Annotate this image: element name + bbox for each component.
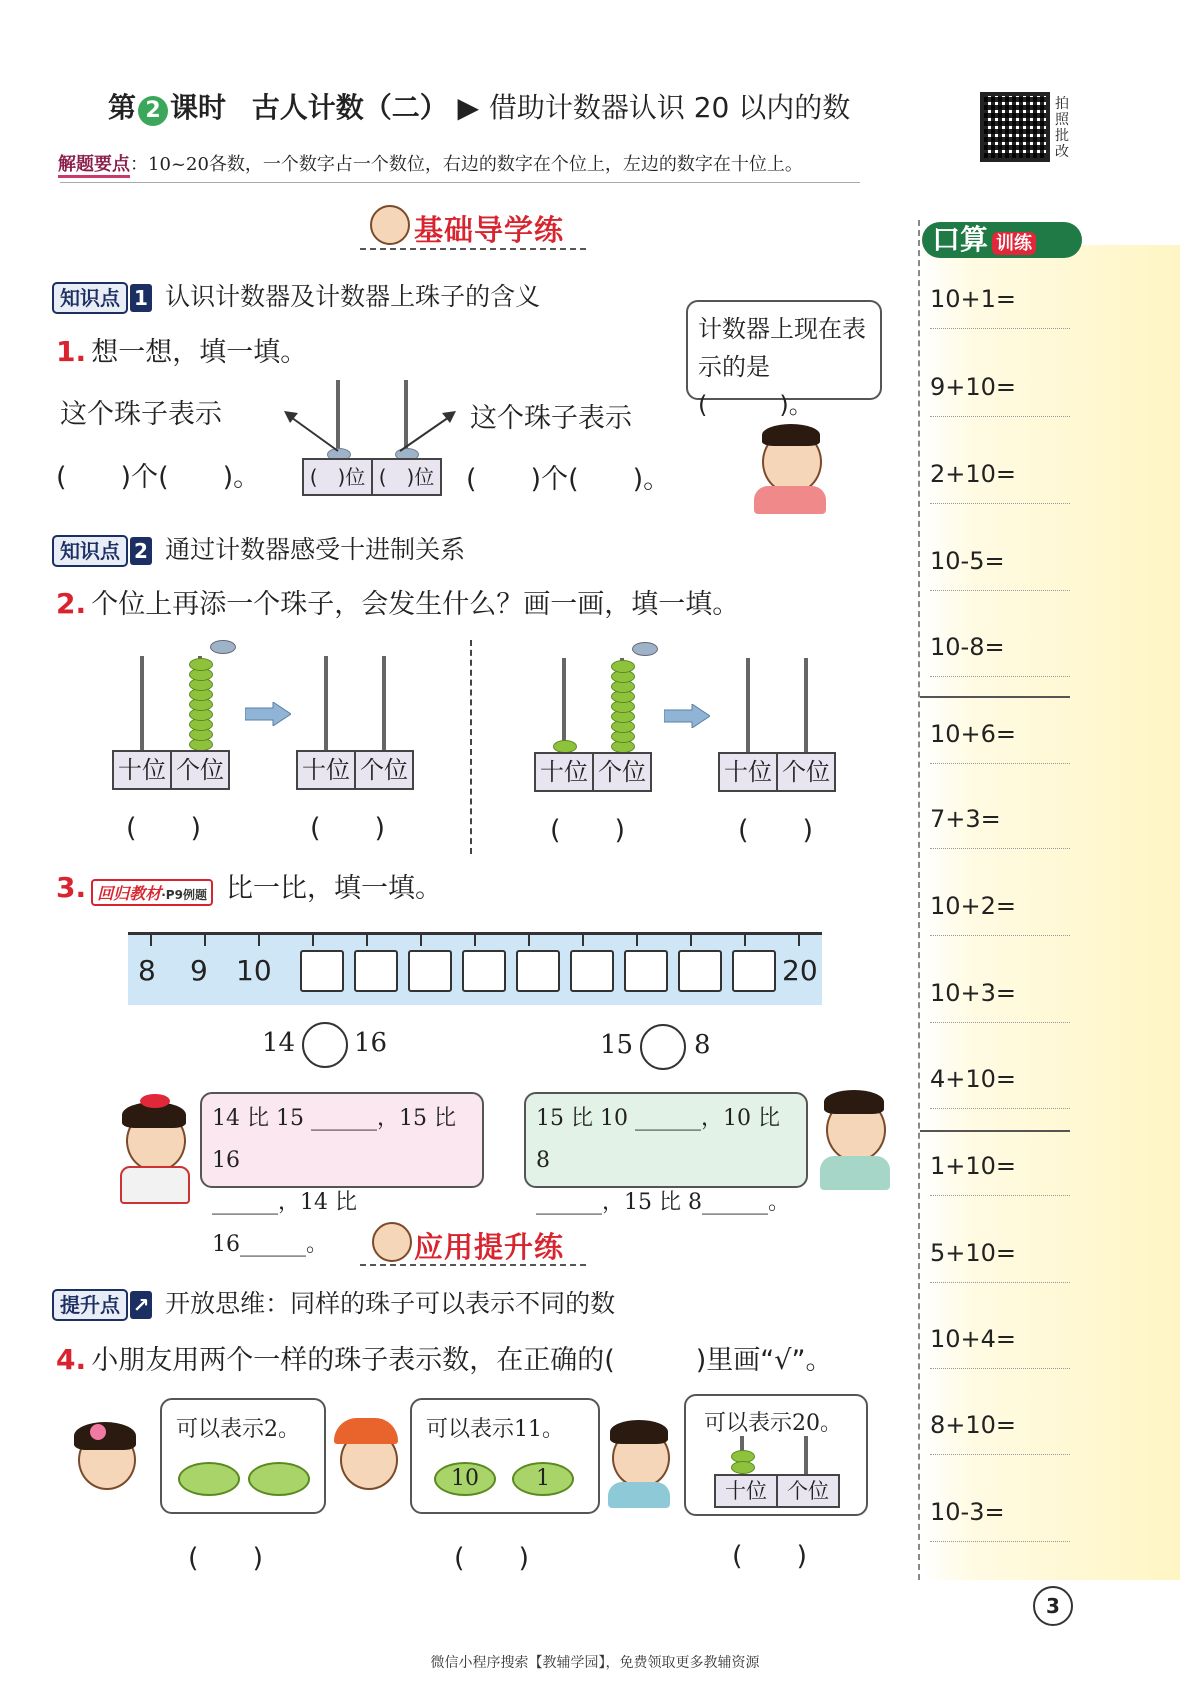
speech-bubble-left <box>200 1092 484 1257</box>
number-blank-box[interactable] <box>624 950 668 992</box>
number-blank-box[interactable] <box>300 950 344 992</box>
counter-base <box>296 750 414 790</box>
question-number: 3. <box>56 871 87 904</box>
question-2 <box>56 582 739 621</box>
question-number: 1. <box>56 335 87 368</box>
practice-item[interactable]: 2+10= <box>930 445 1070 504</box>
answer-paren[interactable]: ( ) <box>732 1541 808 1572</box>
ten-place: 十位 <box>725 1479 767 1503</box>
girl-hair <box>74 1422 136 1450</box>
practice-group-divider <box>920 1130 1070 1132</box>
q1-right-blank[interactable]: ( )个( )。 <box>466 464 671 495</box>
number-line-tick <box>366 932 368 946</box>
q1-left-label: 这个珠子表示 <box>60 399 222 430</box>
compare-circle[interactable] <box>640 1024 686 1070</box>
bubble-line[interactable]: 15 比 10 ______，10 比 8 <box>536 1106 780 1173</box>
bubble-text[interactable]: 计数器上现在表示的是( )。 <box>698 315 866 419</box>
bead-oval <box>248 1462 310 1496</box>
section-underline <box>360 248 586 250</box>
cap-icon <box>334 1418 398 1444</box>
compare-b-left: 15 <box>600 1030 634 1060</box>
question-4 <box>56 1338 832 1377</box>
ten-place: 十位 <box>302 756 350 784</box>
compare-circle[interactable] <box>302 1022 348 1068</box>
girl-flower-icon <box>90 1424 106 1440</box>
header-divider <box>60 182 860 183</box>
number-line-tick <box>528 932 530 946</box>
practice-title-text: 口算 <box>932 223 989 256</box>
kp-tag: 提升点 <box>52 1289 128 1321</box>
number-blank-box[interactable] <box>354 950 398 992</box>
tip-label: 解题要点 <box>58 154 130 178</box>
number-blank-box[interactable] <box>516 950 560 992</box>
textbook-tag-page: ·P9例题 <box>161 888 207 902</box>
falling-bead-icon <box>632 642 658 656</box>
practice-item[interactable]: 4+10= <box>930 1050 1070 1109</box>
dashed-divider <box>470 640 472 854</box>
practice-item[interactable]: 10-8= <box>930 618 1070 677</box>
lesson-prefix: 第 <box>108 91 137 124</box>
girl-dress <box>120 1166 190 1204</box>
speech-bubble-right <box>524 1092 808 1215</box>
practice-item[interactable]: 10+6= <box>930 705 1070 764</box>
counter-bead <box>731 1461 755 1474</box>
kp-tag: 知识点 <box>52 535 128 567</box>
bubble-text: 可以表示11。 <box>426 1417 564 1442</box>
answer-paren[interactable]: ( ) <box>738 815 814 846</box>
number-blank-box[interactable] <box>462 950 506 992</box>
title-arrow-icon: ▶ <box>457 91 480 124</box>
bead-oval-one: 1 <box>512 1462 574 1496</box>
speech-bubble <box>410 1398 600 1514</box>
improve-arrow-icon: ↗ <box>130 1291 152 1319</box>
one-place: 个位 <box>354 752 412 788</box>
boy-shirt <box>820 1156 890 1190</box>
number-line-label: 10 <box>236 954 272 987</box>
pointer-arrows-icon <box>280 405 460 455</box>
practice-item[interactable]: 7+3= <box>930 790 1070 849</box>
number-line-tick <box>312 932 314 946</box>
boy-hair <box>610 1420 668 1444</box>
practice-item[interactable]: 10-3= <box>930 1483 1070 1542</box>
counter-rod <box>746 658 750 754</box>
practice-item[interactable]: 10+3= <box>930 964 1070 1023</box>
column-divider <box>918 220 920 1580</box>
tip-text: ：10~20各数，一个数字占一个数位，右边的数字在个位上，左边的数字在十位上。 <box>130 154 803 175</box>
question-text: 比一比，填一填。 <box>226 873 443 904</box>
section-underline <box>360 1264 586 1266</box>
bubble-line[interactable]: ______，15 比 8______。 <box>536 1190 790 1215</box>
arrow-right-icon <box>664 704 710 728</box>
counter-bead <box>611 660 635 673</box>
number-blank-box[interactable] <box>408 950 452 992</box>
question-number: 2. <box>56 587 87 620</box>
number-line-label: 20 <box>782 954 818 987</box>
compare-a-right: 16 <box>354 1028 388 1058</box>
textbook-tag <box>91 879 213 906</box>
tip-line <box>58 150 803 176</box>
knowledge-point-1 <box>52 277 540 314</box>
lesson-heading <box>108 86 850 126</box>
number-blank-box[interactable] <box>732 950 776 992</box>
practice-item[interactable]: 10+2= <box>930 877 1070 936</box>
compare-b-right: 8 <box>694 1030 711 1060</box>
number-line-tick <box>204 932 206 946</box>
answer-paren[interactable]: ( ) <box>310 813 386 844</box>
number-line-tick <box>474 932 476 946</box>
counter-base <box>718 752 836 792</box>
one-place: 个位 <box>776 754 834 790</box>
answer-paren[interactable]: ( ) <box>454 1543 530 1574</box>
counter-rod <box>382 656 386 752</box>
number-line-tick <box>582 932 584 946</box>
one-place: 个位 <box>592 754 650 790</box>
counter-base <box>112 750 230 790</box>
practice-item[interactable]: 5+10= <box>930 1224 1070 1283</box>
q1-left-blank[interactable]: ( )个( )。 <box>56 462 261 493</box>
practice-group-divider <box>920 696 1070 698</box>
section-title-advanced: 应用提升练 <box>414 1230 565 1264</box>
answer-paren[interactable]: ( ) <box>126 813 202 844</box>
practice-item[interactable]: 10+4= <box>930 1310 1070 1369</box>
place-label[interactable]: ( )位 <box>309 465 366 489</box>
counter-rod <box>804 1436 808 1474</box>
bubble-line[interactable]: ______，14 比 16______。 <box>212 1190 357 1257</box>
bubble-line[interactable]: 14 比 15 ______，15 比 16 <box>212 1106 456 1173</box>
number-line-tick <box>636 932 638 946</box>
question-number: 4. <box>56 1343 87 1376</box>
girl-bow-icon <box>140 1094 170 1108</box>
one-place: 个位 <box>776 1476 838 1506</box>
counter-base <box>714 1474 840 1508</box>
boy-shirt <box>754 486 826 514</box>
kp-text: 认识计数器及计数器上珠子的含义 <box>165 282 541 311</box>
counter-rod <box>804 658 808 754</box>
number-blank-box[interactable] <box>570 950 614 992</box>
number-line-tick <box>690 932 692 946</box>
number-line-tick <box>258 932 260 946</box>
footer-note: 微信小程序搜索【教辅学园】，免费领取更多教辅资源 <box>430 1655 760 1671</box>
speech-bubble <box>160 1398 326 1514</box>
section-mascot-avatar <box>372 1222 412 1262</box>
lesson-number-badge: 2 <box>138 96 168 126</box>
number-line-tick <box>744 932 746 946</box>
bubble-text: 可以表示20。 <box>704 1411 842 1436</box>
question-1 <box>56 330 307 369</box>
bubble-text: 可以表示2。 <box>176 1417 300 1442</box>
question-3 <box>56 866 442 906</box>
ten-place: 十位 <box>724 758 772 786</box>
falling-bead-icon <box>210 640 236 654</box>
section-mascot-avatar <box>370 205 410 245</box>
bead-oval <box>178 1462 240 1496</box>
one-place: 个位 <box>170 752 228 788</box>
knowledge-point-2 <box>52 530 465 567</box>
number-line-label: 9 <box>190 954 208 987</box>
counter-base <box>534 752 652 792</box>
compare-a-left: 14 <box>262 1028 296 1058</box>
ten-place: 十位 <box>118 756 166 784</box>
counter-base <box>302 458 442 496</box>
ten-place: 十位 <box>540 758 588 786</box>
practice-title-tag: 训练 <box>992 232 1036 255</box>
q1-right-label: 这个珠子表示 <box>470 403 632 434</box>
number-line-tick <box>798 932 800 946</box>
place-label[interactable]: ( )位 <box>371 460 440 494</box>
qr-code-icon[interactable] <box>980 92 1050 162</box>
practice-item[interactable]: 1+10= <box>930 1137 1070 1196</box>
speech-bubble <box>686 300 882 419</box>
kp-number: 1 <box>130 284 152 312</box>
boy-hair <box>824 1090 884 1114</box>
lesson-title: 古人计数（二） <box>251 91 448 124</box>
oral-practice-title <box>922 222 1082 258</box>
answer-paren[interactable]: ( ) <box>550 815 626 846</box>
counter-bead <box>189 658 213 671</box>
practice-item[interactable]: 10-5= <box>930 532 1070 591</box>
number-blank-box[interactable] <box>678 950 722 992</box>
kp-number: 2 <box>130 537 152 565</box>
number-line-label: 8 <box>138 954 156 987</box>
lesson-suffix: 课时 <box>170 91 227 124</box>
kp-text: 开放思维：同样的珠子可以表示不同的数 <box>165 1289 616 1318</box>
question-text: 个位上再添一个珠子，会发生什么？画一画，填一填。 <box>91 589 740 620</box>
section-title-basic: 基础导学练 <box>414 213 565 247</box>
answer-paren[interactable]: ( ) <box>188 1543 264 1574</box>
number-line-tick <box>150 932 152 946</box>
arrow-right-icon <box>245 702 291 726</box>
page-number: 3 <box>1033 1586 1073 1626</box>
counter-rod <box>140 656 144 752</box>
kp-text: 通过计数器感受十进制关系 <box>165 535 466 564</box>
number-line-tick <box>420 932 422 946</box>
improvement-point <box>52 1284 615 1321</box>
question-text: 小朋友用两个一样的珠子表示数，在正确的( )里画“√”。 <box>91 1345 833 1376</box>
bead-oval-ten: 10 <box>434 1462 496 1496</box>
qr-caption: 拍照批改 <box>1055 96 1069 160</box>
practice-item[interactable]: 8+10= <box>930 1396 1070 1455</box>
textbook-tag-label: 回归教材 <box>97 884 162 903</box>
kp-tag: 知识点 <box>52 282 128 314</box>
practice-item[interactable]: 10+1= <box>930 270 1070 329</box>
practice-item[interactable]: 9+10= <box>930 358 1070 417</box>
question-text: 想一想，填一填。 <box>91 337 308 368</box>
counter-rod <box>324 656 328 752</box>
boy-hair <box>762 424 820 446</box>
lesson-subtitle: 借助计数器认识 20 以内的数 <box>488 91 851 124</box>
boy-shirt <box>608 1482 670 1508</box>
